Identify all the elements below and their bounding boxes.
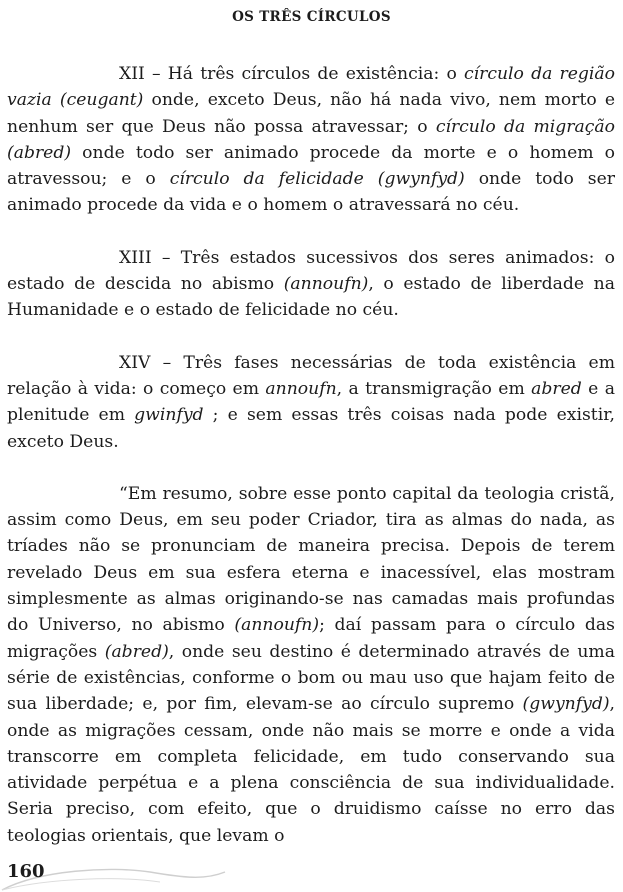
italic-term: gwinfyd (134, 405, 204, 426)
paragraph-triad-14 (7, 350, 615, 455)
text-run: onde todo ser animado procede da vida e o homem o atravessará no céu. (7, 169, 615, 216)
page-number: 160 (7, 861, 45, 882)
text-run: XIV – Três fases necessárias de toda existência em relação à vida: o começo em (7, 352, 615, 399)
text-run: ; e sem essas três coisas nada pode existir, exceto Deus. (7, 405, 615, 452)
italic-term: annoufn (265, 378, 337, 399)
text-run: , onde seu destino é determinado através de uma série de existências, conforme o bom ou mau uso que hajam feito de sua liberdade; e, por fim, elevam-se ao círculo supremo (7, 641, 615, 715)
text-run: XII – Há três círculos de existência: o (119, 64, 464, 84)
italic-term: círculo da migração (abred) (7, 116, 615, 163)
page-header: OS TRÊS CÍRCULOS (232, 9, 391, 25)
italic-term: (annoufn) (283, 274, 369, 295)
text-run: , onde as migrações cessam, onde não mais se morre e onde a vida transcorre em completa felicidade, em tudo conservando sua atividade perpétua e a plena consciência de sua individualidade. Seria preciso, com efeito, que o druidismo caísse no erro das teologias orientais, que levam o (7, 694, 615, 846)
italic-term: círculo da felicidade (gwynfyd) (169, 169, 465, 190)
paragraph-triad-13 (7, 245, 615, 324)
text-run: e a plenitude em (7, 378, 615, 426)
text-run: ; daí passam para o círculo das migrações (7, 615, 615, 662)
text-run: onde todo ser animado procede da morte e o homem o atravessou; e o (7, 142, 615, 190)
text-run: “Em resumo, sobre esse ponto capital da teologia cristã, assim como Deus, em seu poder Criador, tira as almas do nada, as tríades não se pronunciam de maneira precisa. Depois de terem revelado Deus em sua esfera eterna e inacessível, elas mostram simplesmente as almas originando-se nas camadas mais profundas do Universo, no abismo (7, 483, 615, 636)
text-run: , a transmigração em (336, 378, 532, 399)
italic-term: (gwynfyd) (522, 694, 610, 715)
text-run: XIII – Três estados sucessivos dos seres animados: o estado de descida no abismo (7, 247, 615, 295)
italic-term: círculo da região vazia (ceugant) (7, 64, 615, 111)
paragraph-triad-12 (7, 61, 615, 219)
italic-term: (abred) (104, 641, 169, 662)
italic-term: abred (531, 378, 582, 399)
text-run: onde, exceto Deus, não há nada vivo, nem morto e nenhum ser que Deus não possa atravessar; o (7, 90, 615, 137)
italic-term: (annoufn) (234, 615, 320, 636)
paragraph-summary-quote (7, 481, 615, 849)
page-content (7, 61, 615, 849)
text-run: , o estado de liberdade na Humanidade e o estado de felicidade no céu. (7, 274, 615, 321)
